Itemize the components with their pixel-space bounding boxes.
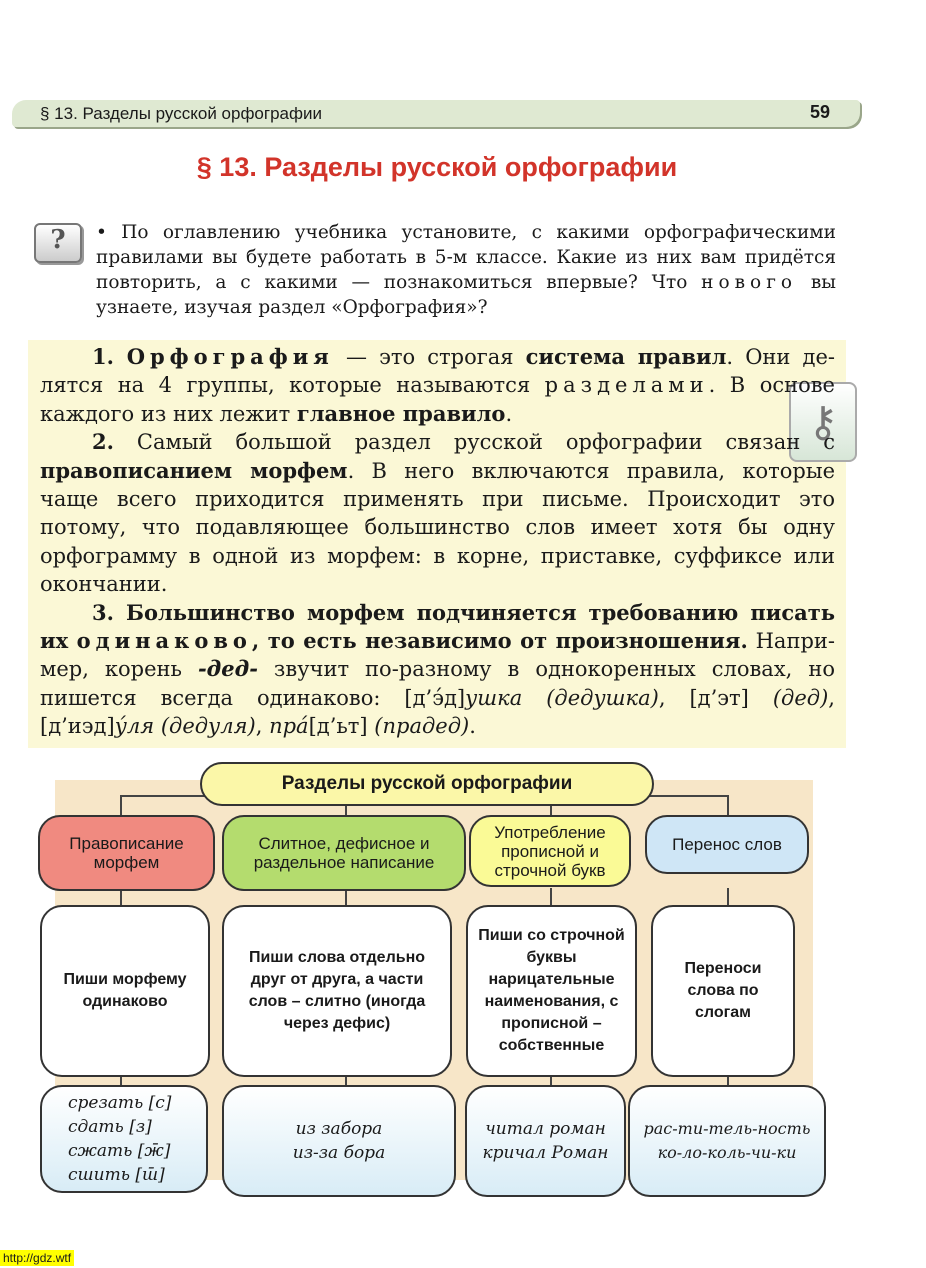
category-word-hyphenation: Перенос слов [645, 815, 809, 874]
example: сдать [з] [68, 1117, 152, 1137]
paragraph-3: 3. Большинство морфем подчиняется требованию писать их одинаково, то есть независимо от произношения. Например, корень -дед- звучит по-разному в однокоренных словах, но пишется всегда одинаково: [д’э́д]ушка (дедушка), [д’эт] (дед), [д’иэд]у́ля (дедуля), пра́[д’ьт] (прадед). [40, 599, 835, 739]
paragraph-2: 2. Самый большой раздел русской орфографии связан с правописанием морфем. В него включаются правила, которые чаще всего приходится применять при письме. Происходит это потому, что подавляющее большинство слов имеет хотя бы одну орфограмму в одной из морфем: в корне, приставке, суффиксе или окончании. [40, 429, 836, 597]
q-spaced: нового [701, 272, 798, 293]
examples-joint-separate [222, 1085, 456, 1197]
example: сшить [ш̄] [68, 1165, 165, 1185]
page-number: 59 [810, 102, 831, 122]
example: срезать [с] [68, 1093, 172, 1113]
rule-capital-letters: Пиши со строчной буквы нарицательные наименования, с прописной – собственные [466, 905, 637, 1077]
question-text: • По оглавлению учебника установите, с какими орфографическими правилами вы будете работать в 5-м классе. Какие из них вам придётся повторить, а с какими — познакомиться впервые? Что нового вы узнаете, изучая раздел «Орфография»? [96, 222, 836, 318]
example: сжать [ж̄] [68, 1141, 171, 1161]
example: ко-ло-коль-чи-ки [657, 1143, 797, 1162]
category-capital-letters: Употребление прописной и строчной букв [469, 815, 631, 887]
examples-morphemes [40, 1085, 208, 1193]
source-link[interactable]: http://gdz.wtf [0, 1250, 74, 1266]
example: рас-ти-тель-ность [643, 1119, 811, 1138]
example: из забора [295, 1119, 383, 1139]
running-title: § 13. Разделы русской орфографии [40, 104, 322, 123]
examples-capital-letters [465, 1085, 626, 1197]
example: кричал Роман [482, 1143, 609, 1163]
category-joint-hyphen-separate: Слитное, дефисное и раздельное написание [222, 815, 466, 891]
question-icon: ? [34, 223, 82, 263]
diagram-title: Разделы русской орфографии [200, 762, 654, 806]
example: читал роман [485, 1119, 606, 1139]
rule-joint-separate: Пиши слова отдельно друг от друга, а части слов – слитно (иногда через дефис) [222, 905, 452, 1077]
q-text-a: По оглавлению учебника установите, с какими орфографическими правилами вы будете работать в 5-м классе. Какие из них вам придётся повторить, а с какими — познакомиться впервые? Что [96, 222, 836, 293]
body-text [40, 343, 835, 741]
page-title: § 13. Разделы русской орфографии [196, 152, 678, 182]
key-icon: ⚷ [789, 382, 857, 462]
category-morphemes: Правописание морфем [38, 815, 215, 891]
rule-morphemes: Пиши морфему одинаково [40, 905, 210, 1077]
examples-hyphenation [628, 1085, 826, 1197]
q-text-b: вы узнаете, изучая раздел «Орфография»? [96, 272, 836, 318]
example: из-за бора [292, 1143, 386, 1163]
rule-hyphenation: Переноси слова по слогам [651, 905, 795, 1077]
paragraph-1: 1. Орфография — это строгая система правил. Они делятся на 4 группы, которые называются разделами. В основе каждого из них лежит главное правило. [40, 344, 836, 426]
